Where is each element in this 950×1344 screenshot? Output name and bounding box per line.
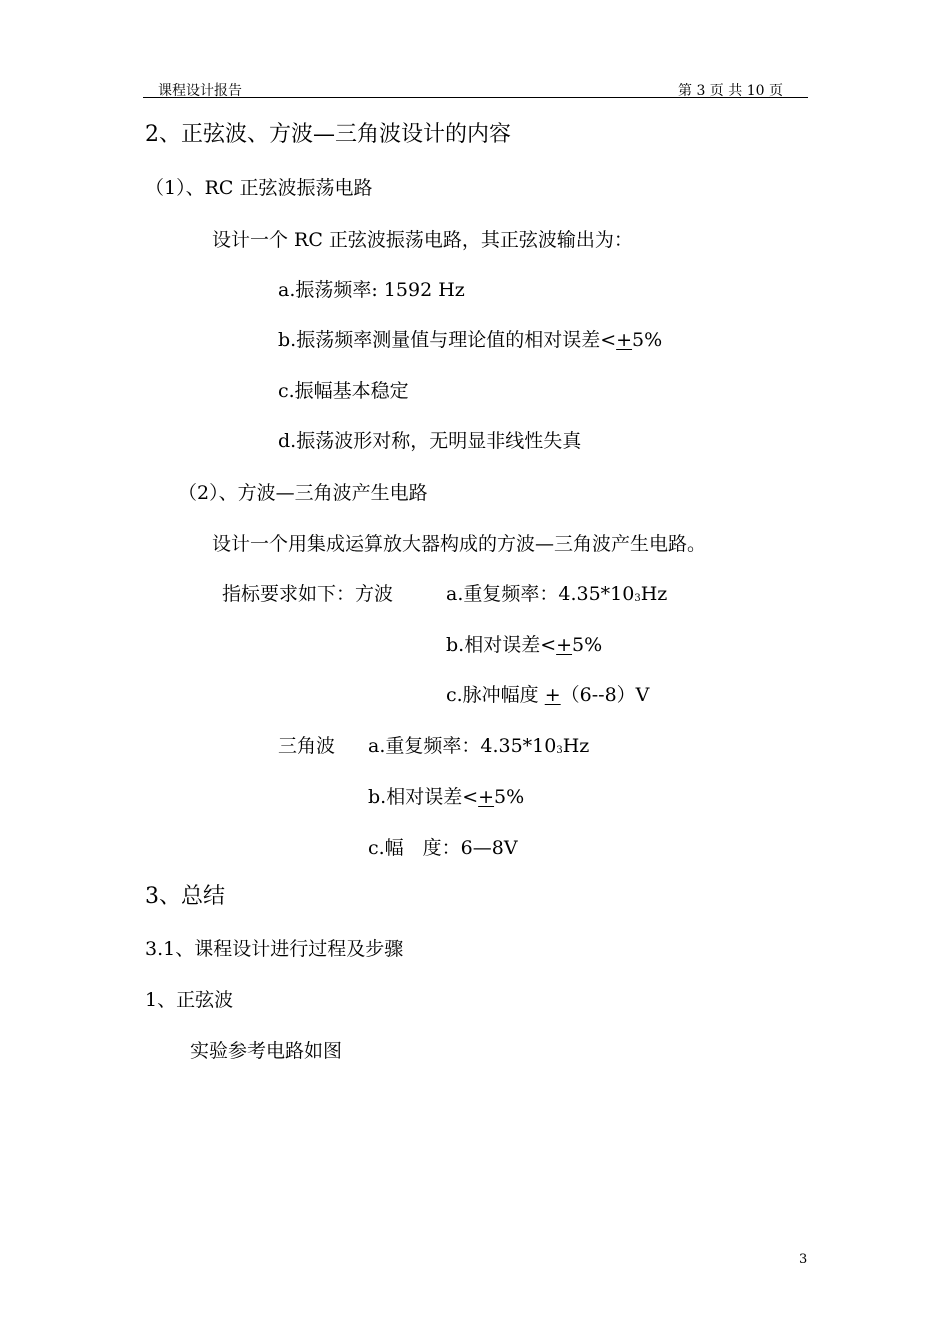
section-3-body: 实验参考电路如图 (190, 1040, 343, 1062)
part-2-heading: （2）、方波—三角波产生电路 (178, 482, 428, 504)
section-3-1-heading: 3.1、课程设计进行过程及步骤 (145, 938, 404, 960)
section-3-heading: 3、总结 (145, 884, 225, 909)
section-2-heading: 2、正弦波、方波—三角波设计的内容 (145, 122, 511, 147)
triangle-label: 三角波 (278, 735, 336, 757)
spec-lead: 指标要求如下：方波 (222, 583, 394, 605)
header-page-info: 第 3 页 共 10 页 (678, 83, 783, 99)
square-spec-b: b.相对误差<+5% (446, 634, 603, 656)
triangle-spec-a: a.重复频率：$4.35*10_3Hz$ (368, 735, 590, 757)
part-1-intro: 设计一个 RC 正弦波振荡电路，其正弦波输出为： (212, 229, 633, 251)
part-1-item-c: c.振幅基本稳定 (278, 380, 409, 402)
square-spec-c: c.脉冲幅度 +（6--8）V (446, 684, 650, 706)
part-1-item-a: a.振荡频率: 1592 Hz (278, 279, 465, 301)
header-rule (143, 97, 808, 98)
triangle-spec-c: c.幅 度：6—8V (368, 837, 518, 859)
section-3-item-1: 1、正弦波 (145, 989, 234, 1011)
square-spec-a: a.重复频率：$4.35*10_3Hz$ (446, 583, 668, 605)
part-1-heading: （1）、RC 正弦波振荡电路 (145, 177, 373, 199)
page-number: 3 (799, 1252, 808, 1267)
part-1-item-b: b.振荡频率测量值与理论值的相对误差<+5% (278, 329, 663, 351)
triangle-spec-b: b.相对误差<+5% (368, 786, 525, 808)
part-1-item-d: d.振荡波形对称，无明显非线性失真 (278, 430, 582, 452)
header-title: 课程设计报告 (158, 83, 242, 99)
part-2-intro: 设计一个用集成运算放大器构成的方波—三角波产生电路。 (212, 533, 707, 555)
